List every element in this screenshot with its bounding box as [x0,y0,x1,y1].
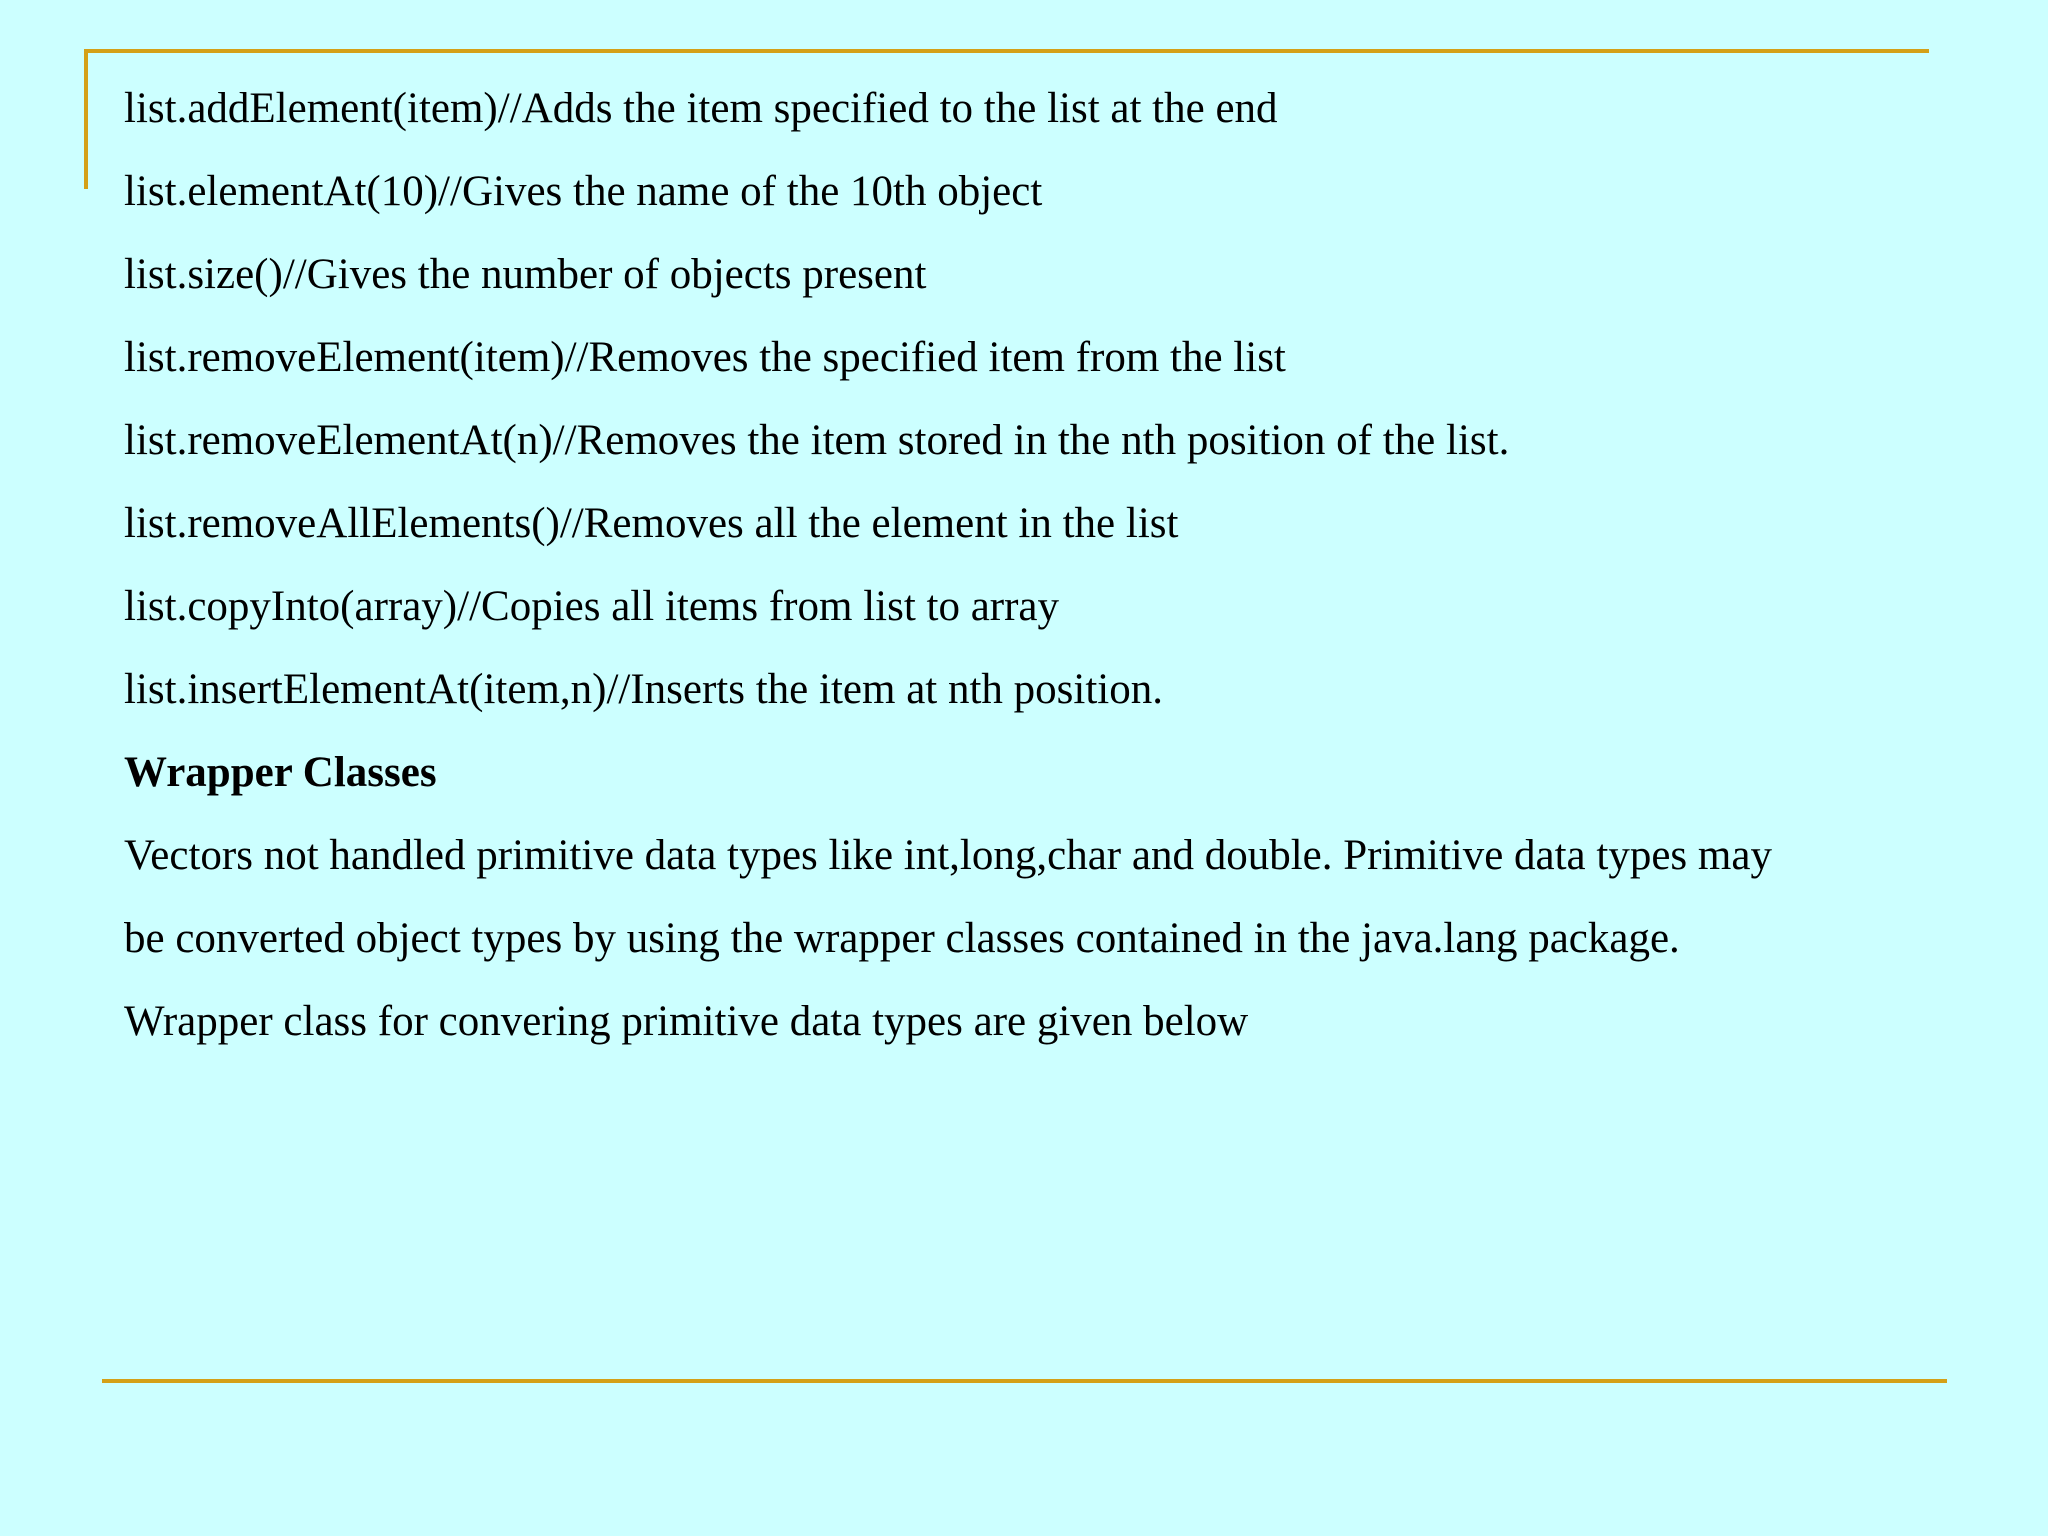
method-line-element-at: list.elementAt(10)//Gives the name of the 10th object [124,168,1043,215]
method-line-copy-into: list.copyInto(array)//Copies all items from list to array [124,583,1060,630]
section-heading: Wrapper Classes [124,749,437,796]
bottom-divider-line [102,1379,1947,1383]
top-divider-line [84,49,1929,53]
paragraph-line: Wrapper class for convering primitive data types are given below [124,998,1249,1045]
method-line-insert-element-at: list.insertElementAt(item,n)//Inserts the item at nth position. [124,666,1163,713]
slide-content [124,76,2024,1072]
paragraph-line: Vectors not handled primitive data types like int,long,char and double. Primitive data types may [124,832,1772,879]
method-line-remove-element: list.removeElement(item)//Removes the specified item from the list [124,334,1286,381]
method-line-remove-element-at: list.removeElementAt(n)//Removes the item stored in the nth position of the list. [124,417,1510,464]
method-line-remove-all-elements: list.removeAllElements()//Removes all the element in the list [124,500,1179,547]
paragraph-line: be converted object types by using the wrapper classes contained in the java.lang package. [124,915,1680,962]
method-line-add-element: list.addElement(item)//Adds the item specified to the list at the end [124,85,1278,132]
method-line-size: list.size()//Gives the number of objects present [124,251,927,298]
left-accent-line [84,49,88,189]
